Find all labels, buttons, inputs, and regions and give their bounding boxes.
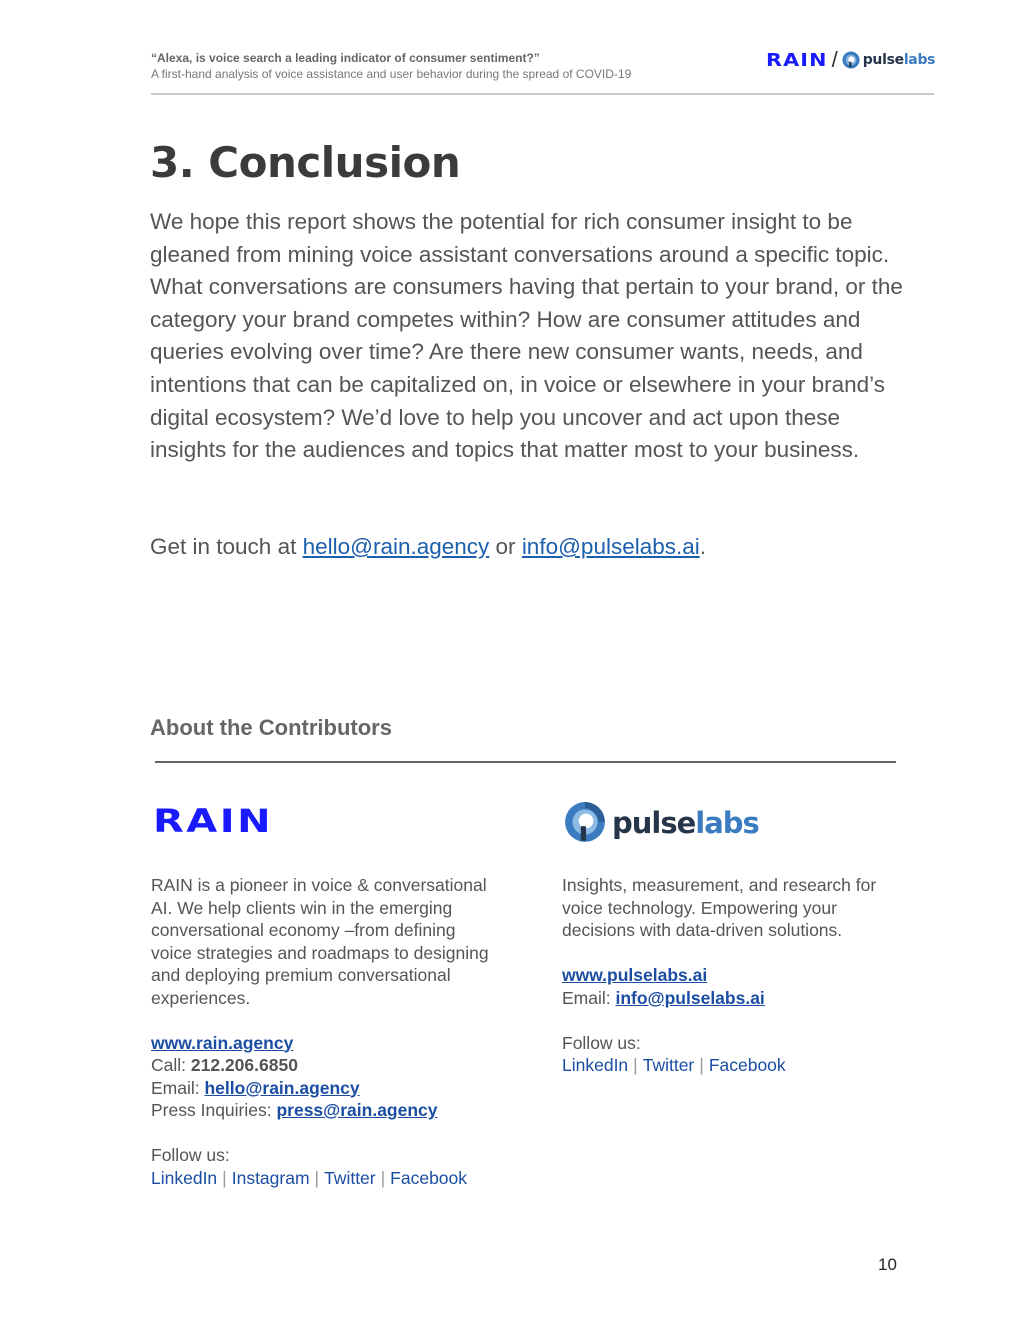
separator: | bbox=[699, 1055, 704, 1075]
rain-phone: 212.206.6850 bbox=[190, 1055, 298, 1075]
rain-website-link[interactable]: www.rain.agency bbox=[151, 1032, 294, 1053]
contact-prefix: Get in touch at bbox=[150, 534, 303, 559]
conclusion-paragraph: We hope this report shows the potential for rich consumer insight to be gleaned from mining voice assistant conversations around a specific topic. What conversations are consumers having that pertain to your brand, or the category your brand competes within? How are consumer attitudes and queries evolving over time? Are there new consumer wants, needs, and intentions that can be capitalized on, in voice or elsewhere in your brand’s digital ecosystem? We’d love to help you uncover and act upon these insights for the audiences and topics that matter most to your business. bbox=[150, 209, 903, 463]
rain-contact-email-link[interactable]: hello@rain.agency bbox=[204, 1077, 360, 1098]
pulselabs-contact-email-link[interactable]: info@pulselabs.ai bbox=[615, 987, 765, 1008]
pulselabs-contributor-column bbox=[562, 874, 902, 1077]
rain-press-email-link[interactable]: press@rain.agency bbox=[276, 1100, 438, 1120]
contact-suffix: . bbox=[699, 534, 707, 559]
rain-instagram-link[interactable]: Instagram bbox=[231, 1167, 310, 1188]
header-pulselabs-logo: pulselabs bbox=[862, 52, 936, 68]
pulselabs-twitter-link[interactable]: Twitter bbox=[642, 1055, 695, 1075]
about-divider bbox=[155, 761, 896, 763]
rain-follow-label: Follow us: bbox=[151, 1145, 230, 1165]
rain-twitter-link[interactable]: Twitter bbox=[324, 1167, 376, 1188]
rain-facebook-link[interactable]: Facebook bbox=[390, 1167, 468, 1188]
rain-logo: RAIN bbox=[153, 802, 274, 840]
separator: | bbox=[222, 1167, 227, 1188]
pulselabs-email-label: Email: bbox=[562, 987, 616, 1008]
pulselabs-description: Insights, measurement, and research for voice technology. Empowering your decisions with data-driven solutions. bbox=[562, 875, 877, 940]
pulselabs-linkedin-link[interactable]: LinkedIn bbox=[562, 1055, 629, 1075]
rain-email-label: Email: bbox=[151, 1077, 205, 1098]
pulselabs-mark-icon bbox=[842, 51, 860, 69]
rain-linkedin-link[interactable]: LinkedIn bbox=[151, 1167, 218, 1188]
pulselabs-social-links bbox=[562, 1054, 902, 1077]
contact-or: or bbox=[489, 534, 522, 559]
header-report-subtitle: A first-hand analysis of voice assistance and user behavior during the spread of COVID-19 bbox=[151, 67, 632, 81]
rain-call-label: Call: bbox=[151, 1055, 191, 1075]
rain-description: RAIN is a pioneer in voice & conversational AI. We help clients win in the emerging conversational economy –from defining voice strategies and roadmaps to designing and deploying premium conversational experiences. bbox=[151, 875, 489, 1008]
header-report-title: “Alexa, is voice search a leading indicator of consumer sentiment?” bbox=[151, 51, 540, 65]
separator: | bbox=[633, 1055, 638, 1075]
rain-press-label: Press Inquiries: bbox=[151, 1100, 277, 1120]
header-rain-logo: RAIN bbox=[766, 49, 828, 71]
separator: | bbox=[380, 1167, 386, 1188]
pulselabs-email-link[interactable]: info@pulselabs.ai bbox=[521, 534, 700, 559]
pulselabs-wordmark: pulselabs bbox=[612, 806, 759, 840]
rain-email-link[interactable]: hello@rain.agency bbox=[302, 534, 490, 559]
page-number: 10 bbox=[878, 1255, 897, 1274]
pulselabs-logo bbox=[564, 800, 759, 846]
pulselabs-follow-label: Follow us: bbox=[562, 1032, 641, 1053]
separator: | bbox=[314, 1167, 320, 1188]
header-divider bbox=[151, 93, 934, 95]
header-logos bbox=[766, 46, 936, 74]
contact-line bbox=[150, 531, 706, 563]
section-heading: 3. Conclusion bbox=[150, 138, 461, 187]
header-logo-divider: / bbox=[831, 47, 838, 72]
pulselabs-website-link[interactable]: www.pulselabs.ai bbox=[562, 965, 708, 985]
rain-contributor-column bbox=[151, 874, 501, 1189]
about-contributors-title: About the Contributors bbox=[150, 715, 392, 740]
pulselabs-facebook-link[interactable]: Facebook bbox=[708, 1055, 786, 1075]
pulselabs-mark-icon bbox=[564, 801, 606, 845]
rain-social-links bbox=[151, 1167, 501, 1190]
